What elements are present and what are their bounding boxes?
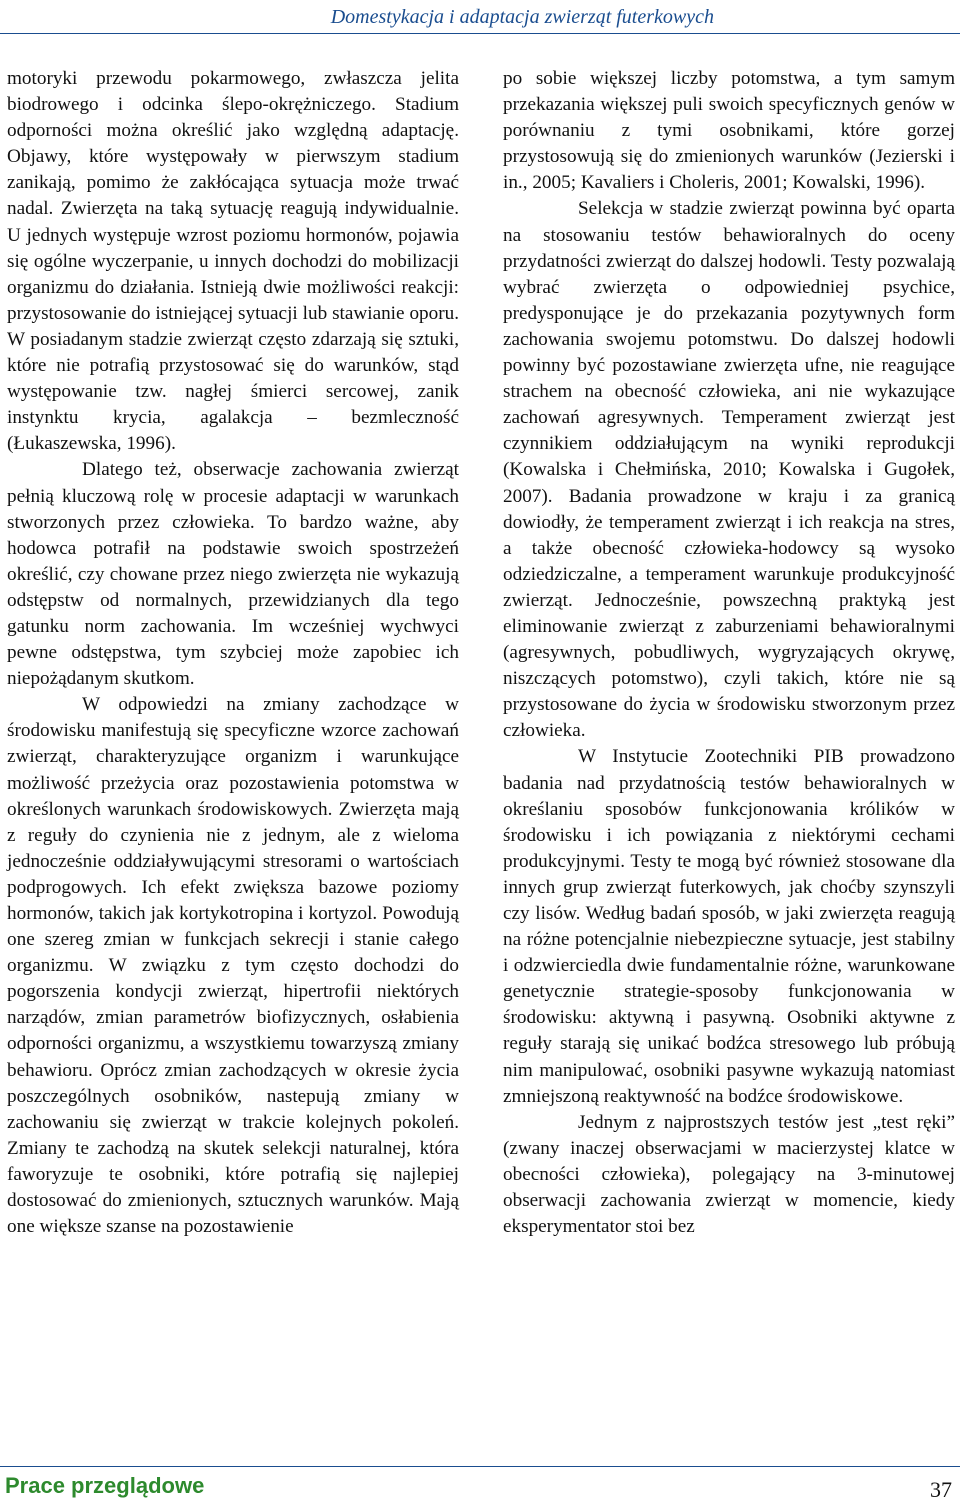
paragraph: po sobie większej liczby potomstwa, a tym samym przekazania większej puli swoich specyficznych genów w porównaniu z tymi osobnikami, które gorzej przystosowują się do zmienionych warunków (Jezierski i in., 2005; Kavaliers i Choleris, 2001; Kowalski, 1996). (503, 68, 955, 194)
paragraph: Jednym z najprostszych testów jest „test ręki” (zwany inaczej obserwacjami w macierzystej klatce w obecności człowieka), polegający na 3-minutowej obserwacji zachowania zwierząt w momencie, kiedy eksperymentator stoi bez (503, 1111, 955, 1238)
paragraph: motoryki przewodu pokarmowego, zwłaszcza jelita biodrowego i odcinka ślepo-okrężniczego. Stadium odporności można określić jako względną adaptację. Objawy, które występowały w pierwszym stadium zanikają, pomimo że zakłócająca sytuacja może trwać nadal. Zwierzęta na taką sytuację reagują indywidualnie. U jednych występuje wzrost poziomu hormonów, pojawia się ogólne wyczerpanie, u innych dochodzi do mobilizacji organizmu do działania. Istnieją dwie możliwości reakcji: przystosowanie do istniejącej sytuacji lub stawianie oporu. W posiadanym stadzie zwierząt często zdarzają się sztuki, które nie potrafią przystosować się do warunków, stąd występowanie tzw. nagłej śmierci sercowej, zanik instynktu krycia, agalakcja – bezmleczność (Łukaszewska, 1996). (7, 68, 459, 455)
page-number: 37 (930, 1477, 952, 1502)
paragraph: Selekcja w stadzie zwierząt powinna być oparta na stosowaniu testów behawioralnych do oceny przydatności zwierząt do dalszej hodowli. Testy pozwalają wybrać zwierzęta o odpowiedniej psychice, predysponujące je do przekazania pozytywnych form zachowania swojemu potomstwu. Do dalszej hodowli powinny być pozostawiane zwierzęta ufne, nie reagujące strachem na obecność człowieka, ani nie wykazujące zachowań agresywnych. Temperament zwierząt jest czynnikiem oddziałującym na wyniki reprodukcji (Kowalska i Chełmińska, 2010; Kowalska i Gugołek, 2007). Badania prowadzone w kraju i za granicą dowiodły, że temperament zwierząt i ich reakcja na stres, a także obecność człowieka-hodowcy są wysoko odziedziczalne, a temperament warunkuje produkcyjność zwierząt. Jednocześnie, powszechną praktyką jest eliminowanie zwierząt z zaburzeniami behawioralnymi (agresywnych, pobudliwych, wygryzających okrywę, niszczących potomstwo), czyli takich, które nie są przystosowane do życia w środowisku stworzonym przez człowieka. (503, 198, 955, 742)
right-column (503, 66, 955, 1240)
left-column (7, 66, 459, 1240)
header-rule (0, 33, 960, 34)
paragraph: W Instytucie Zootechniki PIB prowadzono badania nad przydatnością testów behawioralnych w określaniu sposobów funkcjonowania królików w środowisku i ich powiązania z niektórymi cechami produkcyjnymi. Testy te mogą być również stosowane dla innych grup zwierząt futerkowych, jak choćby szynszyli czy lisów. Według badań sposób, w jaki zwierzęta reagują na różne potencjalnie niebezpieczne sytuacje, jest stabilny i odzwierciedla dwie fundamentalnie różne, warunkowane genetycznie strategie-sposoby funkcjonowania w środowisku: aktywną i pasywną. Osobniki aktywne z reguły starają się unikać bodźca stresowego lub próbują nim manipulować, osobniki pasywne wykazują natomiast zmniejszoną reaktywność na bodźce środowiskowe. (503, 746, 955, 1107)
running-title: Domestykacja i adaptacja zwierząt futerkowych (330, 6, 714, 28)
footer-rule (0, 1466, 960, 1467)
paragraph: W odpowiedzi na zmiany zachodzące w środowisku manifestują się specyficzne wzorce zachowań zwierząt, charakteryzujące organizm i warunkujące możliwość przeżycia oraz pozostawienia potomstwa w określonych warunkach środowiskowych. Zwierzęta mają z reguły do czynienia nie z jednym, ale z wieloma jednocześnie oddziaływującymi stresorami o wartościach podprogowych. Ich efekt zwiększa bazowe poziomy hormonów, takich jak kortykotropina i kortyzol. Powodują one szereg zmian w funkcjach sekrecji i stanie całego organizmu. W związku z tym często dochodzi do pogorszenia kondycji zwierząt, hipertrofii niektórych narządów, zmian parametrów biofizycznych, osłabienia odporności organizmu, a wszystkiemu towarzyszą zmiany behawioru. Oprócz zmian zachodzących w okresie życia poszczególnych osobników, nastepują zmiany w zachowaniu się zwierząt w trakcie kolejnych pokoleń. Zmiany te zachodzą na skutek selekcji naturalnej, która faworyzuje te osobniki, które potrafią się najlepiej dostosować do zmienionych, sztucznych warunków. Mają one większe szanse na pozostawienie (7, 694, 459, 1238)
paragraph: Dlatego też, obserwacje zachowania zwierząt pełnią kluczową rolę w procesie adaptacji w warunkach stworzonych przez człowieka. To bardzo ważne, aby hodowca potrafił na podstawie swoich spostrzeżeń określić, czy chowane przez niego zwierzęta nie wykazują odstępstw od normalnych, przewidzianych dla tego gatunku norm zachowania. Im wcześniej wychwyci pewne odstępstwa, tym szybciej może zapobiec ich niepożądanym skutkom. (7, 459, 459, 690)
section-label: Prace przeglądowe (5, 1473, 205, 1498)
